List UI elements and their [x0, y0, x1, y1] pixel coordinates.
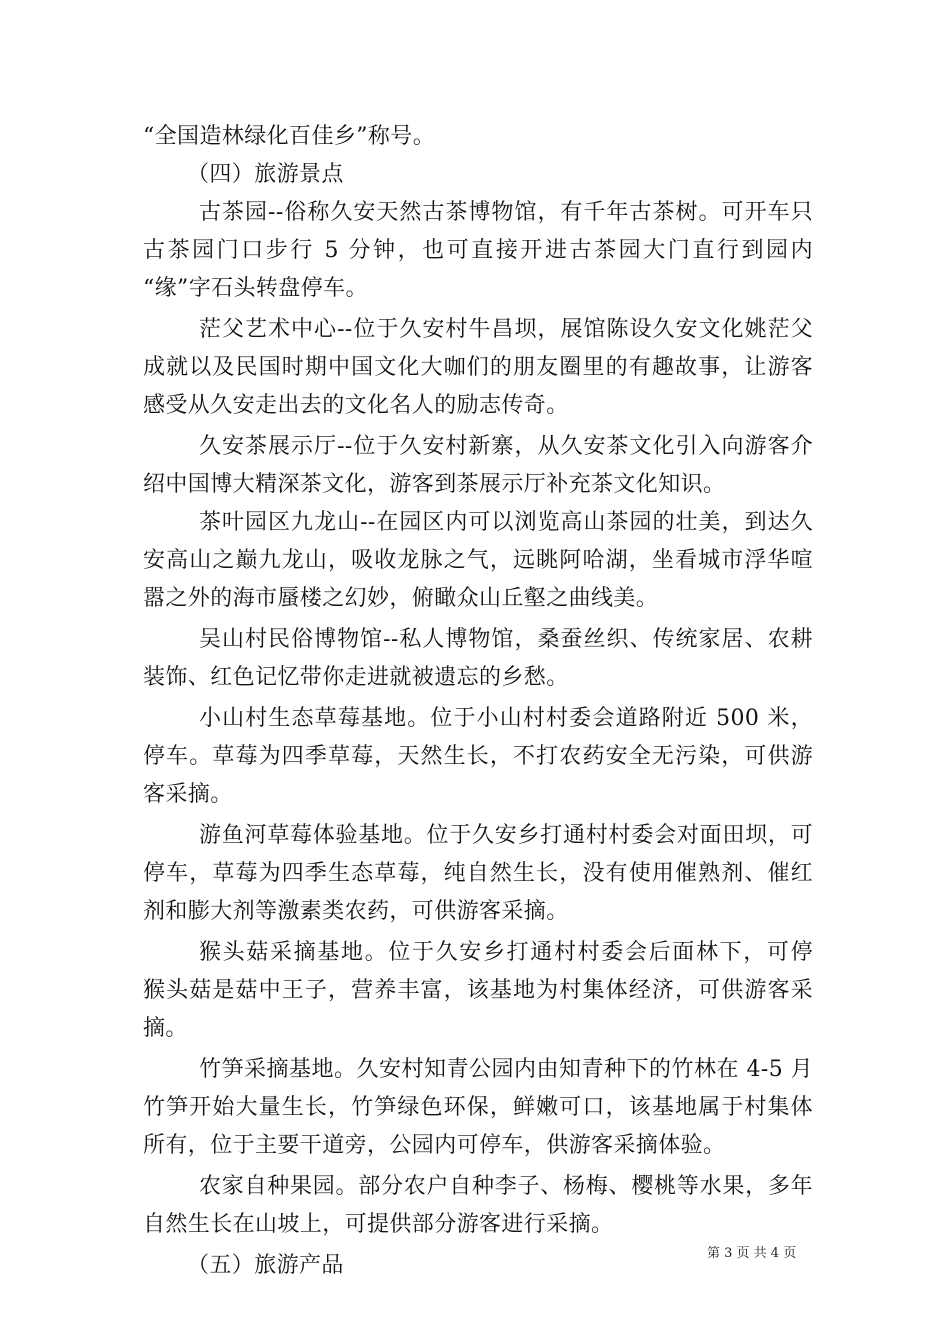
- paragraph-line: 成就以及民国时期中国文化大咖们的朋友圈里的有趣故事，让游客: [143, 355, 813, 380]
- paragraph-line: 剂和膨大剂等激素类农药，可供游客采摘。: [143, 899, 569, 924]
- paragraph-line: 猴头菇是菇中王子，营养丰富，该基地为村集体经济，可供游客采: [143, 978, 813, 1003]
- paragraph-line: 停车。草莓为四季草莓，天然生长，不打农药安全无污染，可供游: [143, 744, 813, 769]
- paragraph-first-line: 吴山村民俗博物馆--私人博物馆，桑蚕丝织、传统家居、农耕: [199, 627, 813, 652]
- paragraph-line: 嚣之外的海市蜃楼之幻妙，俯瞰众山丘壑之曲线美。: [143, 586, 659, 611]
- paragraph-line: 古茶园门口步行 5 分钟，也可直接开进古茶园大门直行到园内: [143, 238, 813, 263]
- paragraph-line: 停车，草莓为四季生态草莓，纯自然生长，没有使用催熟剂、催红: [143, 861, 813, 886]
- paragraph-line: 安高山之巅九龙山，吸收龙脉之气，远眺阿哈湖，坐看城市浮华喧: [143, 548, 813, 573]
- paragraph-first-line: 竹笋采摘基地。久安村知青公园内由知青种下的竹林在 4-5 月: [199, 1057, 813, 1082]
- paragraph-line: “缘”字石头转盘停车。: [143, 276, 368, 301]
- paragraph-line: 感受从久安走出去的文化名人的励志传奇。: [143, 393, 569, 418]
- paragraph-line: 客采摘。: [143, 782, 233, 807]
- paragraph-first-line: 猴头菇采摘基地。位于久安乡打通村村委会后面林下，可停: [199, 940, 813, 965]
- paragraph-first-line: 茫父艺术中心--位于久安村牛昌坝，展馆陈设久安文化姚茫父: [199, 317, 813, 342]
- paragraph-first-line: 农家自种果园。部分农户自种李子、杨梅、樱桃等水果，多年: [199, 1174, 813, 1199]
- document-body: [143, 118, 813, 1285]
- paragraph-line: “全国造林绿化百佳乡”称号。: [143, 124, 436, 149]
- paragraph-first-line: 古茶园--俗称久安天然古茶博物馆，有千年古茶树。可开车只: [199, 200, 813, 225]
- paragraph-line: 所有，位于主要干道旁，公园内可停车，供游客采摘体验。: [143, 1133, 726, 1158]
- paragraph-first-line: 久安茶展示厅--位于久安村新寨，从久安茶文化引入向游客介: [199, 434, 813, 459]
- section-heading: （五）旅游产品: [187, 1253, 344, 1278]
- paragraph-line: 绍中国博大精深茶文化，游客到茶展示厅补充茶文化知识。: [143, 472, 726, 497]
- paragraph-line: 摘。: [143, 1016, 188, 1041]
- page-number: 第 3 页 共 4 页: [707, 1246, 797, 1261]
- paragraph-first-line: 茶叶园区九龙山--在园区内可以浏览高山茶园的壮美，到达久: [199, 510, 813, 535]
- paragraph-line: 自然生长在山坡上，可提供部分游客进行采摘。: [143, 1212, 614, 1237]
- paragraph-line: 装饰、红色记忆带你走进就被遗忘的乡愁。: [143, 665, 569, 690]
- paragraph-first-line: 游鱼河草莓体验基地。位于久安乡打通村村委会对面田坝，可: [199, 823, 813, 848]
- paragraph-line: 竹笋开始大量生长，竹笋绿色环保，鲜嫩可口，该基地属于村集体: [143, 1095, 813, 1120]
- section-heading: （四）旅游景点: [187, 162, 344, 187]
- paragraph-first-line: 小山村生态草莓基地。位于小山村村委会道路附近 500 米，: [199, 706, 813, 731]
